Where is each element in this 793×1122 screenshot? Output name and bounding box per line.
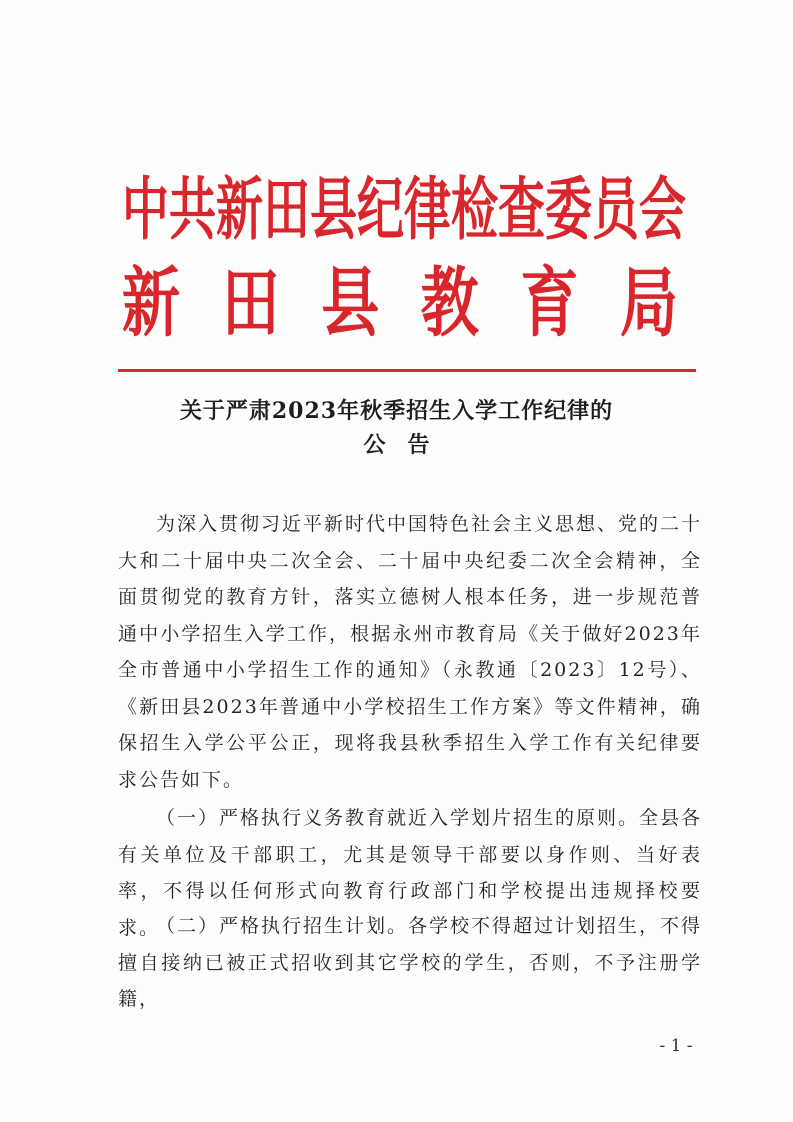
header-char: 新 [216,170,263,251]
header-char: 育 [520,258,579,348]
document-title: 关于严肃2023年秋季招生入学工作纪律的 [179,398,614,424]
header-char: 县 [310,170,357,251]
page-number: - 1 - [659,1036,693,1056]
header-char: 新 [122,258,181,348]
header-char: 查 [498,170,545,251]
header-char: 会 [639,170,686,251]
header-char: 检 [451,170,498,251]
body-paragraph-intro [118,506,702,798]
header-char: 律 [404,170,451,251]
header-char: 员 [592,170,639,251]
header-char: 中 [122,170,169,251]
header-char: 教 [420,258,479,348]
issuer-name-education-bureau [122,247,678,359]
document-title-line2: 公告 [363,432,452,458]
header-char: 共 [169,170,216,251]
paragraph-text: （二）严格执行招生计划。各学校不得超过计划招生，不得擅自接纳已被正式招收到其它学校的学生，否则，不予注册学籍， [118,915,703,1010]
paragraph-text: （一）严格执行义务教育就近入学划片招生的原则。全县各有关单位及干部职工，尤其是领导干部要以身作则、当好表率，不得以任何形式向教育行政部门和学校提出违规择校要求。 [118,807,703,939]
header-char: 县 [321,258,380,348]
red-header-rule [118,369,696,372]
header-char: 田 [221,258,280,348]
paragraph-text: 为深入贯彻习近平新时代中国特色社会主义思想、党的二十大和二十届中央二次全会、二十届中央纪委二次全会精神，全面贯彻党的教育方针，落实立德树人根本任务，进一步规范普通中小学招生入学工作，根据永州市教育局《关于做好2023年全市普通中小学招生工作的通知》（永教通〔2023〕12号）、《新田县2023年普通中小学校招生工作方案》等文件精神，确保招生入学公平公正，现将我县秋季招生入学工作有关纪律要求公告如下。 [118,513,703,791]
body-paragraph-2 [118,908,702,1018]
header-char: 委 [545,170,592,251]
header-char: 纪 [357,170,404,251]
header-char: 局 [619,258,678,348]
header-char: 田 [263,170,310,251]
